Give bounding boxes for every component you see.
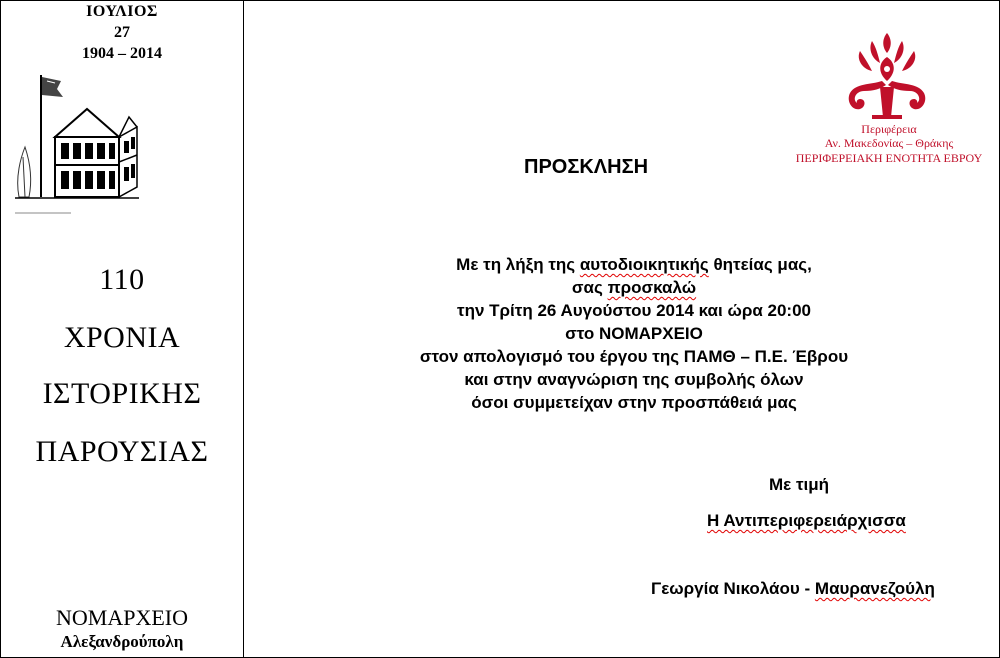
body-line-1 — [344, 253, 924, 276]
invitation-title: ΠΡΟΣΚΛΗΣΗ — [524, 156, 649, 178]
left-sidebar — [1, 1, 244, 657]
body-line-1-post: θητείας μας, — [708, 255, 812, 274]
body-line-1-mark: αυτοδιοικητικής — [579, 255, 709, 274]
region-line-2: Αν. Μακεδονίας – Θράκης — [824, 136, 954, 150]
region-line-3: ΠΕΡΙΦΕΡΕΙΑΚΗ ΕΝΟΤΗΤΑ ΕΒΡΟΥ — [795, 151, 983, 165]
signature-name-first: Γεωργία Νικολάου - — [651, 579, 815, 598]
sidebar-line-years: ΧΡΟΝΙΑ — [63, 321, 181, 354]
body-line-4: στο ΝΟΜΑΡΧΕΙΟ — [565, 324, 703, 343]
invitation-content — [244, 1, 999, 657]
invitation-body — [344, 253, 924, 414]
sidebar-day: 27 — [114, 24, 130, 41]
body-line-7: όσοι συμμετείχαν στην προσπάθειά μας — [471, 393, 797, 412]
sidebar-line-historic: ΙΣΤΟΡΙΚΗΣ — [42, 377, 202, 410]
signature-name-surname: Μαυρανεζούλη — [814, 579, 935, 598]
signature-role: Η Αντιπεριφερειάρχισσα — [707, 511, 906, 530]
body-line-3: την Τρίτη 26 Αυγούστου 2014 και ώρα 20:00 — [456, 301, 811, 320]
sidebar-footer-title: ΝΟΜΑΡΧΕΙΟ — [56, 605, 188, 630]
body-line-2 — [344, 276, 924, 299]
sidebar-month: ΙΟΥΛΙΟΣ — [86, 3, 158, 20]
sidebar-years: 1904 – 2014 — [82, 45, 162, 62]
sidebar-footer-city: Αλεξανδρούπολη — [60, 632, 184, 651]
body-line-2-pre: σας — [571, 278, 608, 297]
body-line-2-mark: προσκαλώ — [607, 278, 697, 297]
signature-closing: Με τιμή — [769, 475, 830, 494]
body-line-1-pre: Με τη λήξη της — [456, 255, 580, 274]
sidebar-line-110: 110 — [99, 263, 145, 296]
body-line-5: στον απολογισμό του έργου της ΠΑΜΘ – Π.Ε. Έβρου — [419, 347, 849, 366]
building-drawing-icon — [11, 67, 141, 219]
sidebar-line-presence: ΠΑΡΟΥΣΙΑΣ — [35, 435, 209, 468]
body-line-6: και στην αναγνώριση της συμβολής όλων — [464, 370, 804, 389]
anthemion-logo-icon — [842, 29, 932, 121]
signature-name — [651, 579, 935, 599]
region-line-1: Περιφέρεια — [861, 122, 917, 136]
